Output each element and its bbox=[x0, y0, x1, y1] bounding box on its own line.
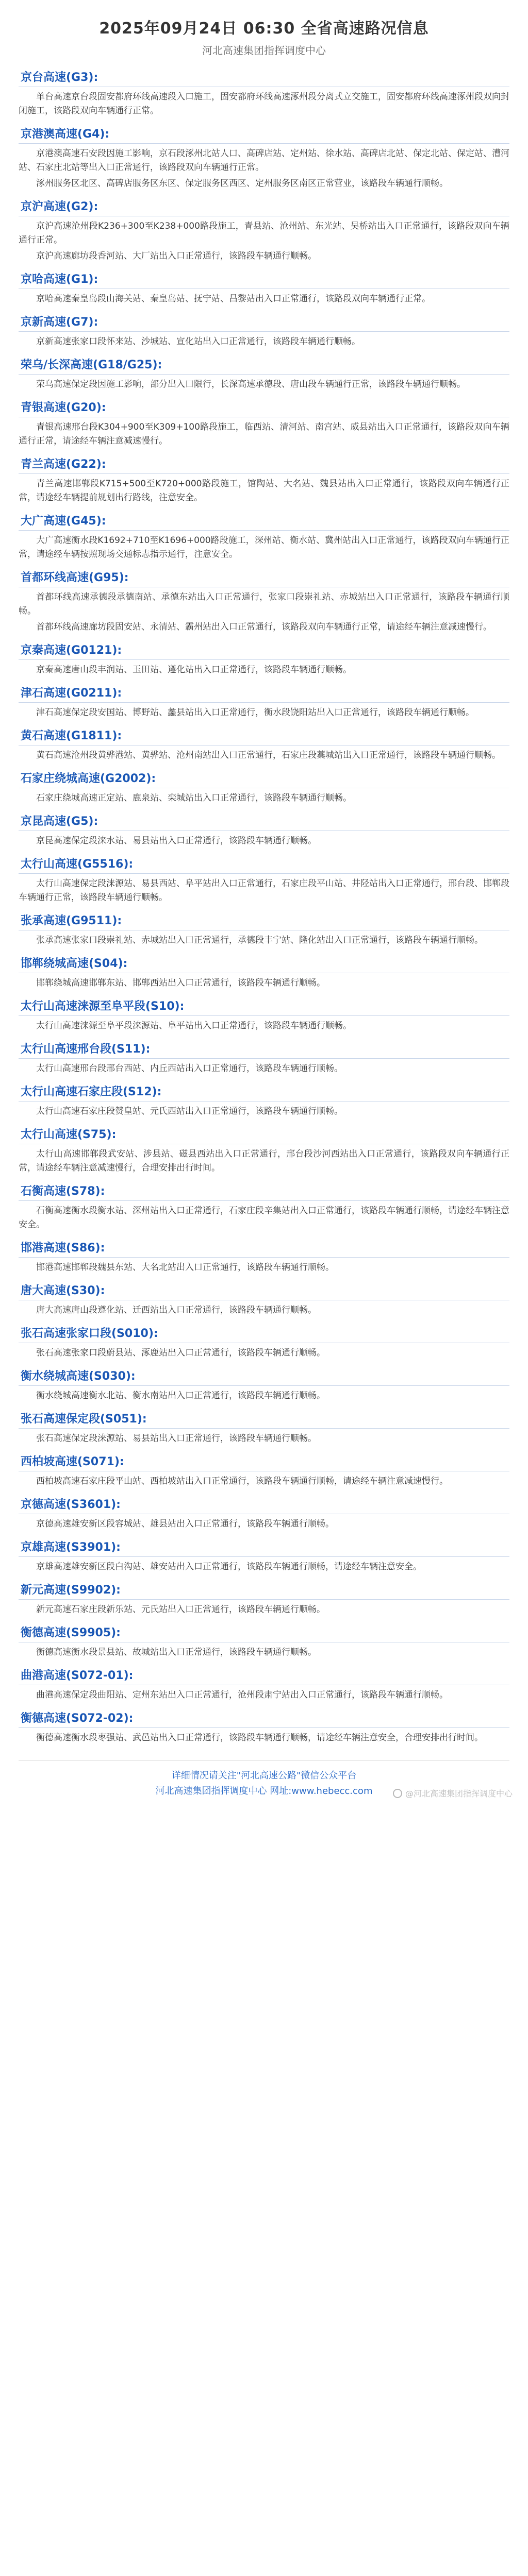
road-section bbox=[19, 812, 509, 848]
road-section-title: 太行山高速(G5516): bbox=[19, 855, 509, 874]
road-section-title: 西柏坡高速(S071): bbox=[19, 1453, 509, 1471]
road-section-text: 衡水绕城高速衡水北站、衡水南站出入口正常通行，该路段车辆通行顺畅。 bbox=[36, 1391, 325, 1401]
road-section-text: 京秦高速唐山段丰润站、玉田站、遵化站出入口正常通行，该路段车辆通行顺畅。 bbox=[36, 665, 352, 675]
watermark bbox=[393, 1787, 513, 1799]
weibo-icon bbox=[393, 1789, 402, 1798]
road-section-text: 京新高速张家口段怀来站、沙城站、宣化站出入口正常通行，该路段车辆通行顺畅。 bbox=[36, 336, 360, 347]
road-section-text: 衡德高速衡水段枣强站、武邑站出入口正常通行，该路段车辆通行顺畅，请途经车辆注意安全，合理安排出行时间。 bbox=[36, 1733, 483, 1743]
footer-line-1: 详细情况请关注"河北高速公路"微信公众平台 bbox=[171, 1770, 357, 1781]
road-section bbox=[19, 356, 509, 392]
road-section-title: 荣乌/长深高速(G18/G25): bbox=[19, 356, 509, 375]
road-section-text: 曲港高速保定段曲阳站、定州东站出入口正常通行，沧州段肃宁站出入口正常通行，该路段车辆通行顺畅。 bbox=[36, 1690, 448, 1700]
road-section bbox=[19, 1709, 509, 1745]
road-section-text: 首都环线高速廊坊段固安站、永清站、霸州站出入口正常通行，该路段双向车辆通行正常，请途经车辆注意减速慢行。 bbox=[36, 622, 492, 632]
road-section-text: 津石高速保定段安国站、博野站、蠡县站出入口正常通行，衡水段饶阳站出入口正常通行，该路段车辆通行顺畅。 bbox=[36, 707, 474, 718]
road-section-text: 大广高速衡水段K1692+710至K1696+000路段施工，深州站、衡水站、冀州站出入口正常通行，该路段双向车辆通行正常，请途经车辆按照现场交通标志指示通行，注意安全。 bbox=[19, 535, 509, 560]
road-section bbox=[19, 855, 509, 905]
road-section-title: 张石高速张家口段(S010): bbox=[19, 1325, 509, 1343]
road-section-title: 津石高速(G0211): bbox=[19, 684, 509, 703]
road-section-title: 曲港高速(S072-01): bbox=[19, 1667, 509, 1685]
road-section-title: 首都环线高速(G95): bbox=[19, 569, 509, 587]
road-section-title: 唐大高速(S30): bbox=[19, 1282, 509, 1300]
road-section-title: 京雄高速(S3901): bbox=[19, 1538, 509, 1557]
road-section bbox=[19, 69, 509, 118]
road-section-text: 张承高速张家口段崇礼站、赤城站出入口正常通行，承德段丰宁站、隆化站出入口正常通行，该路段车辆通行顺畅。 bbox=[36, 935, 483, 945]
road-section-title: 京港澳高速(G4): bbox=[19, 125, 509, 144]
road-section-title: 石衡高速(S78): bbox=[19, 1182, 509, 1201]
road-section-text: 唐大高速唐山段遵化站、迁西站出入口正常通行，该路段车辆通行顺畅。 bbox=[36, 1305, 317, 1315]
road-section-text: 张石高速张家口段蔚县站、涿鹿站出入口正常通行，该路段车辆通行顺畅。 bbox=[36, 1348, 325, 1358]
road-section bbox=[19, 1239, 509, 1275]
road-section bbox=[19, 1325, 509, 1360]
road-section bbox=[19, 125, 509, 191]
footer-line-2: 河北高速集团指挥调度中心 网址:www.hebecc.com bbox=[155, 1786, 373, 1797]
road-section-text: 涿州服务区北区、高碑店服务区东区、保定服务区西区、定州服务区南区正常营业，该路段车辆通行顺畅。 bbox=[36, 178, 448, 189]
road-section-text: 新元高速石家庄段新乐站、元氏站出入口正常通行，该路段车辆通行顺畅。 bbox=[36, 1604, 325, 1615]
road-section-title: 京秦高速(G0121): bbox=[19, 641, 509, 660]
road-section-title: 新元高速(S9902): bbox=[19, 1581, 509, 1600]
road-section-text: 邯郸绕城高速邯郸东站、邯郸西站出入口正常通行，该路段车辆通行顺畅。 bbox=[36, 978, 325, 988]
page-subtitle: 河北高速集团指挥调度中心 bbox=[202, 44, 326, 57]
road-section-title: 黄石高速(G1811): bbox=[19, 727, 509, 745]
road-section-text: 石家庄绕城高速正定站、鹿泉站、栾城站出入口正常通行，该路段车辆通行顺畅。 bbox=[36, 793, 352, 803]
road-section-title: 京新高速(G7): bbox=[19, 313, 509, 332]
road-section-text: 京港澳高速石安段因施工影响，京石段涿州北站人口、高碑店站、定州站、徐水站、高碑店北站、保定北站、保定站、漕河站、石家庄北站等出入口正常通行，该路段双向车辆通行正常。 bbox=[19, 148, 509, 173]
road-section-text: 京沪高速沧州段K236+300至K238+000路段施工，青县站、沧州站、东光站、吴桥站出入口正常通行，该路段双向车辆通行正常。 bbox=[19, 221, 509, 245]
road-section bbox=[19, 455, 509, 505]
road-section bbox=[19, 1367, 509, 1403]
road-section-title: 京沪高速(G2): bbox=[19, 198, 509, 216]
road-section bbox=[19, 1126, 509, 1175]
road-section-text: 太行山高速邯郸段武安站、涉县站、磁县西站出入口正常通行，邢台段沙河西站出入口正常通行，该路段双向车辆通行正常，请途经车辆注意减速慢行，合理安排出行时间。 bbox=[19, 1149, 509, 1173]
road-section-text: 黄石高速沧州段黄骅港站、黄骅站、沧州南站出入口正常通行，石家庄段藁城站出入口正常通行，该路段车辆通行顺畅。 bbox=[36, 750, 501, 760]
sections-container bbox=[19, 69, 509, 1745]
road-section-text: 张石高速保定段涞源站、易县站出入口正常通行，该路段车辆通行顺畅。 bbox=[36, 1433, 317, 1444]
road-section-title: 衡德高速(S9905): bbox=[19, 1624, 509, 1642]
road-section-title: 青兰高速(G22): bbox=[19, 455, 509, 474]
road-section-text: 京哈高速秦皇岛段山海关站、秦皇岛站、抚宁站、昌黎站出入口正常通行，该路段双向车辆通行正常。 bbox=[36, 294, 431, 304]
road-section-text: 石衡高速衡水段衡水站、深州站出入口正常通行，石家庄段辛集站出入口正常通行，该路段车辆通行顺畅，请途经车辆注意安全。 bbox=[19, 1206, 509, 1230]
road-section-text: 太行山高速邢台段邢台西站、内丘西站出入口正常通行，该路段车辆通行顺畅。 bbox=[36, 1063, 343, 1074]
road-section bbox=[19, 1083, 509, 1118]
road-section bbox=[19, 1624, 509, 1659]
road-section-text: 京雄高速雄安新区段白沟站、雄安站出入口正常通行，该路段车辆通行顺畅，请途经车辆注意安全。 bbox=[36, 1562, 422, 1572]
road-section-title: 张承高速(G9511): bbox=[19, 912, 509, 930]
road-section-text: 衡德高速衡水段景县站、故城站出入口正常通行，该路段车辆通行顺畅。 bbox=[36, 1647, 317, 1657]
road-section-title: 邯港高速(S86): bbox=[19, 1239, 509, 1258]
road-section-title: 青银高速(G20): bbox=[19, 399, 509, 417]
road-section-title: 太行山高速邢台段(S11): bbox=[19, 1040, 509, 1059]
road-section bbox=[19, 727, 509, 762]
road-section-text: 西柏坡高速石家庄段平山站、西柏坡站出入口正常通行，该路段车辆通行顺畅，请途经车辆注意减速慢行。 bbox=[36, 1476, 448, 1486]
road-section-text: 京德高速雄安新区段容城站、雄县站出入口正常通行，该路段车辆通行顺畅。 bbox=[36, 1519, 334, 1529]
road-section bbox=[19, 1182, 509, 1232]
road-section-text: 青兰高速邯郸段K715+500至K720+000路段施工，馆陶站、大名站、魏县站出入口正常通行，该路段双向车辆通行正常，请途经车辆提前规划出行路线，注意安全。 bbox=[19, 479, 509, 503]
road-section-title: 太行山高速(S75): bbox=[19, 1126, 509, 1144]
road-section-title: 石家庄绕城高速(G2002): bbox=[19, 770, 509, 788]
header bbox=[19, 15, 509, 57]
road-section bbox=[19, 684, 509, 720]
road-section bbox=[19, 569, 509, 634]
road-section bbox=[19, 270, 509, 306]
road-section bbox=[19, 1453, 509, 1488]
road-section-text: 太行山高速涞源至阜平段涞源站、阜平站出入口正常通行，该路段车辆通行顺畅。 bbox=[36, 1021, 352, 1031]
road-section-title: 衡水绕城高速(S030): bbox=[19, 1367, 509, 1386]
road-section-text: 首都环线高速承德段承德南站、承德东站出入口正常通行，张家口段崇礼站、赤城站出入口正常通行，该路段车辆通行顺畅。 bbox=[19, 592, 509, 616]
road-section bbox=[19, 313, 509, 349]
road-section-title: 太行山高速石家庄段(S12): bbox=[19, 1083, 509, 1101]
road-section bbox=[19, 198, 509, 263]
road-section-title: 京台高速(G3): bbox=[19, 69, 509, 87]
road-section-title: 邯郸绕城高速(S04): bbox=[19, 955, 509, 973]
road-section-title: 京昆高速(G5): bbox=[19, 812, 509, 831]
road-section-text: 邯港高速邯郸段魏县东站、大名北站出入口正常通行，该路段车辆通行顺畅。 bbox=[36, 1262, 334, 1273]
road-section-text: 青银高速邢台段K304+900至K309+100路段施工，临西站、清河站、南宫站、威县站出入口正常通行，该路段双向车辆通行正常，请途经车辆注意减速慢行。 bbox=[19, 422, 509, 446]
watermark-text: @河北高速集团指挥调度中心 bbox=[405, 1789, 513, 1799]
page-title: 2025年09月24日 06:30 全省高速路况信息 bbox=[99, 20, 429, 38]
road-section bbox=[19, 399, 509, 448]
road-section bbox=[19, 1667, 509, 1702]
road-section-text: 太行山高速保定段涞源站、易县西站、阜平站出入口正常通行，石家庄段平山站、井陉站出入口正常通行，邢台段、邯郸段车辆通行正常，该路段车辆通行顺畅。 bbox=[19, 878, 509, 903]
road-section bbox=[19, 955, 509, 990]
road-section bbox=[19, 512, 509, 562]
road-section-text: 单台高速京台段固安都府环线高速段入口施工，固安都府环线高速涿州段分离式立交施工，固安都府环线高速涿州段双向封闭施工，该路段双向车辆通行正常。 bbox=[19, 92, 509, 116]
road-section-title: 衡德高速(S072-02): bbox=[19, 1709, 509, 1728]
road-section bbox=[19, 641, 509, 677]
road-section bbox=[19, 1496, 509, 1531]
road-section bbox=[19, 1538, 509, 1574]
road-section bbox=[19, 912, 509, 947]
road-section bbox=[19, 1410, 509, 1446]
road-section-text: 荣乌高速保定段因施工影响，部分出入口限行，长深高速承德段、唐山段车辆通行正常，该路段车辆通行顺畅。 bbox=[36, 379, 466, 389]
road-section-text: 太行山高速石家庄段赞皇站、元氏西站出入口正常通行，该路段车辆通行顺畅。 bbox=[36, 1106, 343, 1116]
road-section-text: 京沪高速廊坊段香河站、大厂站出入口正常通行，该路段车辆通行顺畅。 bbox=[36, 251, 317, 261]
road-section-title: 太行山高速涞源至阜平段(S10): bbox=[19, 997, 509, 1016]
road-section bbox=[19, 997, 509, 1033]
road-section bbox=[19, 1040, 509, 1076]
road-section bbox=[19, 1581, 509, 1617]
road-section-text: 京昆高速保定段涞水站、易县站出入口正常通行，该路段车辆通行顺畅。 bbox=[36, 836, 317, 846]
road-section-title: 张石高速保定段(S051): bbox=[19, 1410, 509, 1429]
road-section-title: 大广高速(G45): bbox=[19, 512, 509, 531]
road-section-title: 京哈高速(G1): bbox=[19, 270, 509, 289]
road-section bbox=[19, 770, 509, 805]
road-section bbox=[19, 1282, 509, 1317]
road-section-title: 京德高速(S3601): bbox=[19, 1496, 509, 1514]
